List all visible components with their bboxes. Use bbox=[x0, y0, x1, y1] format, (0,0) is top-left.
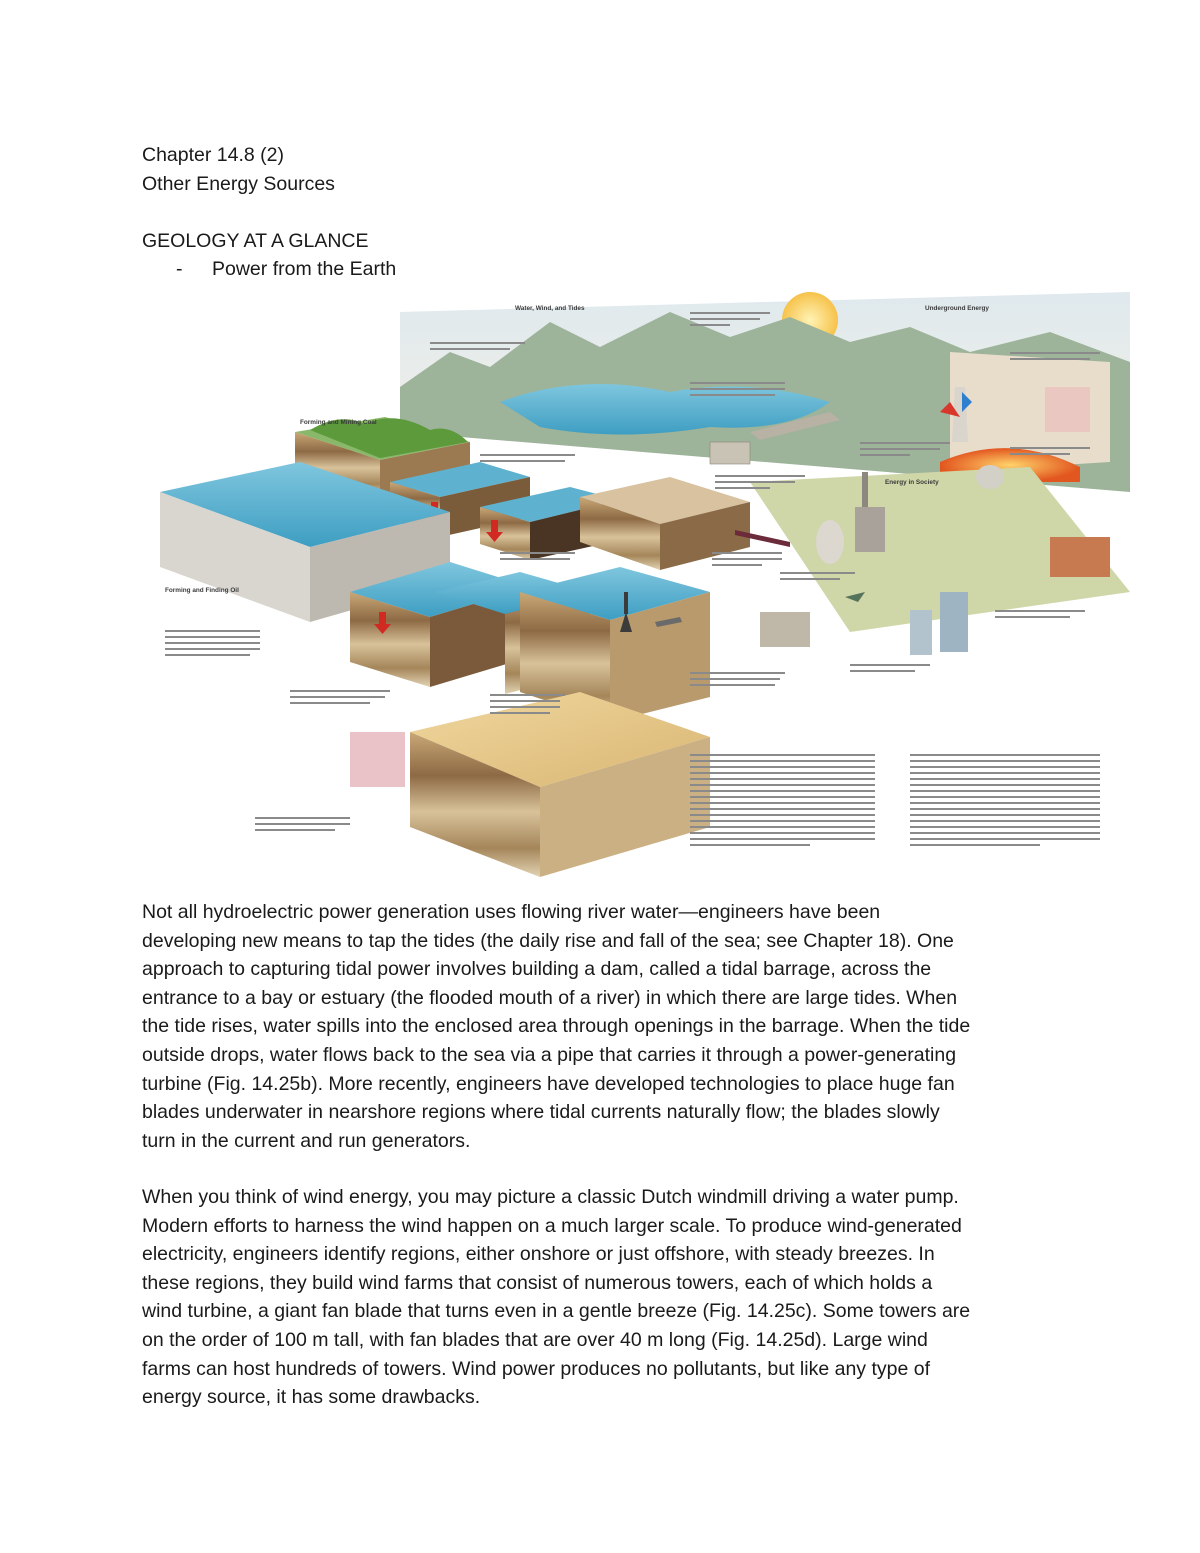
city-tower bbox=[940, 592, 968, 652]
refinery bbox=[760, 612, 810, 647]
section-heading: GEOLOGY AT A GLANCE bbox=[142, 230, 369, 252]
label-energy-society: Energy in Society bbox=[885, 479, 939, 486]
paragraph-line: Not all hydroelectric power generation uses flowing river water—engineers have been bbox=[142, 901, 881, 923]
paragraph-line: approach to capturing tidal power involves building a dam, called a tidal barrage, across the bbox=[142, 958, 932, 981]
paragraph-line: on the order of 100 m tall, with fan blades that are over 40 m long (Fig. 14.25d). Large wind bbox=[142, 1328, 928, 1351]
summary-text-columns bbox=[690, 754, 1100, 846]
city-tower-2 bbox=[910, 610, 932, 655]
rock-sample-image bbox=[1045, 387, 1090, 432]
paragraph-line: Modern efforts to harness the wind happen on a much larger scale. To produce wind-generated bbox=[142, 1214, 962, 1237]
label-forming-mining-coal: Forming and Mining Coal bbox=[300, 419, 377, 426]
paragraph-line: outside drops, water flows back to the sea via a pipe that carries it through a power-generating bbox=[142, 1043, 957, 1066]
nuclear-dome bbox=[976, 465, 1004, 489]
bullet-text: Power from the Earth bbox=[212, 258, 397, 280]
cooling-tower bbox=[816, 520, 844, 564]
paragraph-line: developing new means to tap the tides (the daily rise and fall of the sea; see Chapter 18). One bbox=[142, 929, 954, 952]
paragraph-line: electricity, engineers identify regions, either onshore or just offshore, with steady breezes. In bbox=[142, 1243, 935, 1266]
paragraph-line: the tide rises, water spills into the enclosed area through openings in the barrage. When the tide bbox=[142, 1015, 971, 1038]
hydro-plant bbox=[710, 442, 750, 464]
paragraph-line: turbine (Fig. 14.25b). More recently, engineers have developed technologies to place huge fan bbox=[142, 1072, 955, 1095]
paragraph-line: wind turbine, a giant fan blade that turns even in a gentle breeze (Fig. 14.25c). Some towers are bbox=[142, 1300, 971, 1323]
illustration-svg bbox=[150, 292, 1140, 882]
paragraph-tidal-power bbox=[142, 898, 1072, 1155]
rock-microscope-image bbox=[350, 732, 405, 787]
paragraph-wind-energy bbox=[142, 1183, 1072, 1412]
paragraph-line: energy source, it has some drawbacks. bbox=[142, 1386, 481, 1409]
power-plant-building bbox=[855, 507, 885, 552]
paragraph-line: When you think of wind energy, you may picture a classic Dutch windmill driving a water pump. bbox=[142, 1186, 959, 1208]
factory-building bbox=[1050, 537, 1110, 577]
power-from-earth-illustration bbox=[150, 292, 1140, 882]
paragraph-line: farms can host hundreds of towers. Wind power produces no pollutants, but like any type of bbox=[142, 1357, 931, 1380]
label-forming-finding-oil: Forming and Finding Oil bbox=[165, 587, 239, 594]
bullet-marker: - bbox=[176, 258, 183, 280]
paragraph-line: blades underwater in nearshore regions where tidal currents naturally flow; the blades slowly bbox=[142, 1101, 940, 1124]
chapter-title: Chapter 14.8 (2) bbox=[142, 144, 284, 166]
paragraph-line: turn in the current and run generators. bbox=[142, 1129, 471, 1152]
chapter-subtitle: Other Energy Sources bbox=[142, 173, 335, 195]
label-underground-energy: Underground Energy bbox=[925, 305, 989, 312]
paragraph-line: these regions, they build wind farms that consist of numerous towers, each of which holds a bbox=[142, 1271, 933, 1294]
smokestack bbox=[862, 472, 868, 507]
paragraph-line: entrance to a bay or estuary (the flooded mouth of a river) in which there are large tides. When bbox=[142, 986, 958, 1009]
label-water-wind-tides: Water, Wind, and Tides bbox=[515, 305, 585, 312]
